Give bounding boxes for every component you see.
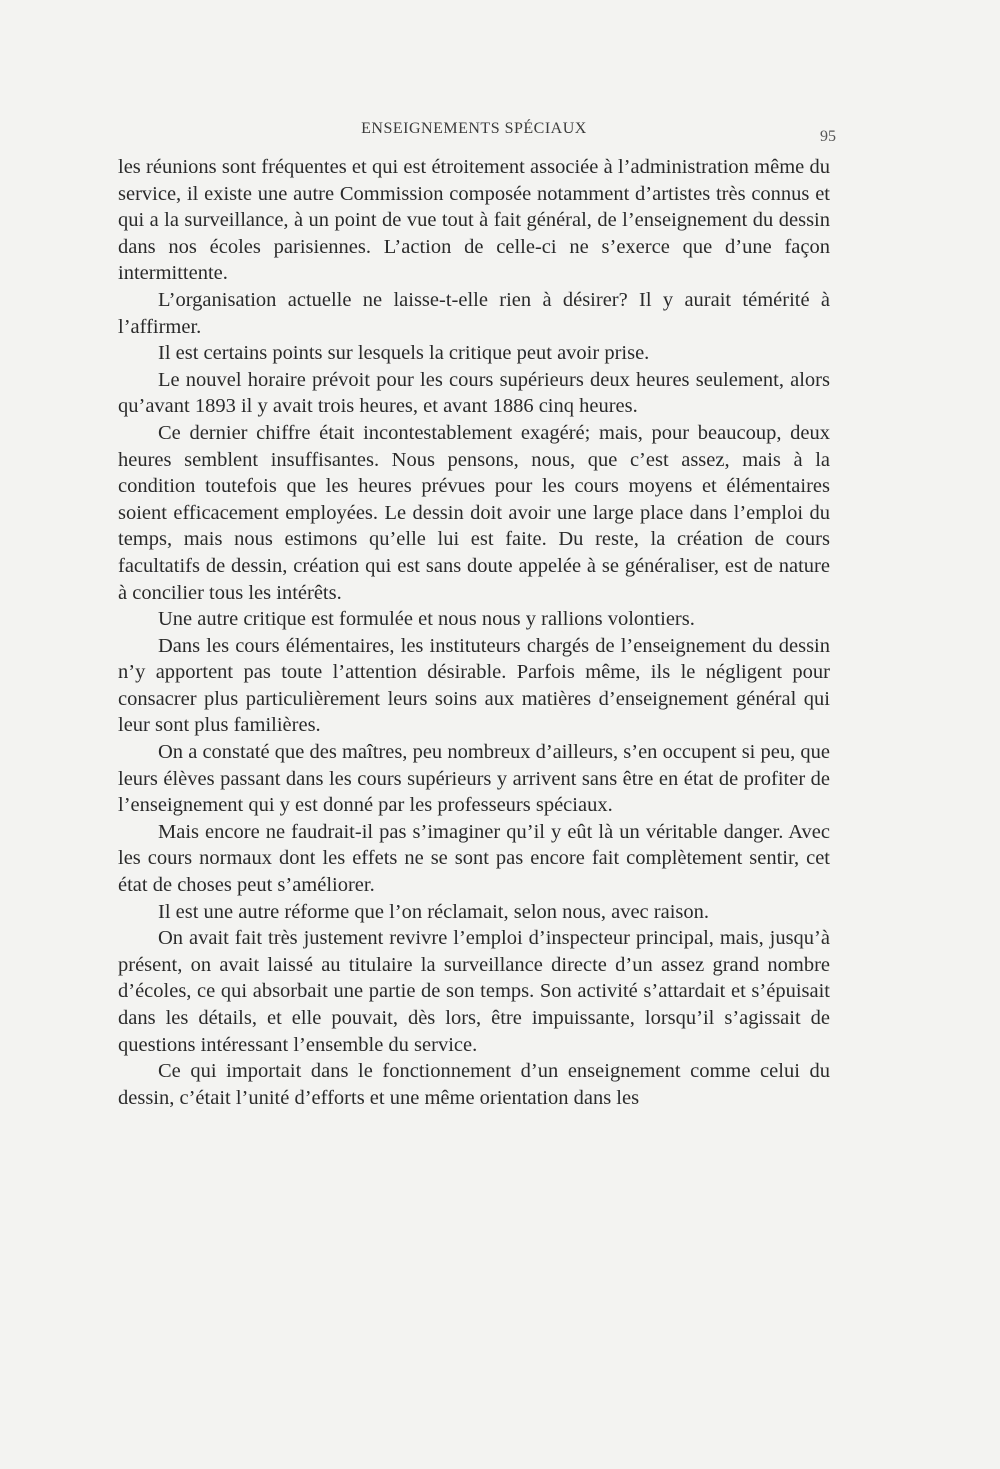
paragraph: On avait fait très justement revivre l’emploi d’inspecteur principal, mais, jusqu’à présent, on avait laissé au titulaire la surveillance directe d’un assez grand nombre d’écoles, ce qui absorbait une partie de son temps. Son activité s’attardait et s’épuisait dans les détails, et elle pouvait, dès lors, être impuissante, lorsqu’il s’agissait de questions intéressant l’ensemble du service. xyxy=(118,927,830,1056)
page-number: 95 xyxy=(820,128,836,145)
paragraph: Dans les cours élémentaires, les instituteurs chargés de l’enseignement du dessin n’y apportent pas toute l’attention désirable. Parfois même, ils le négligent pour consacrer plus particulièrement leurs soins aux matières d’enseignement général qui leur sont plus familières. xyxy=(118,634,830,737)
paragraph: Ce qui importait dans le fonctionnement d’un enseignement comme celui du dessin, c’était l’unité d’efforts et une même orientation dans les xyxy=(118,1060,830,1109)
paragraph: On a constaté que des maîtres, peu nombreux d’ailleurs, s’en occupent si peu, que leurs élèves passant dans les cours supérieurs y arrivent sans être en état de profiter de l’enseignement qui y est donné par les professeurs spéciaux. xyxy=(118,741,830,817)
paragraph: Mais encore ne faudrait-il pas s’imaginer qu’il y eût là un véritable danger. Avec les cours normaux dont les effets ne se sont pas encore fait complètement sentir, cet état de choses peut s’améliorer. xyxy=(118,820,830,897)
paragraph: Ce dernier chiffre était incontestablement exagéré; mais, pour beaucoup, deux heures semblent insuffisantes. Nous pensons, nous, que c’est assez, mais à la condition toutefois que les heures prévues pour les cours moyens et élémentaires soient efficacement employées. Le dessin doit avoir une large place dans l’emploi du temps, mais nous estimons qu’elle lui est faite. Du reste, la création de cours facultatifs de dessin, création qui est sans doute appelée à se généraliser, est de nature à concilier tous les intérêts. xyxy=(118,421,830,604)
paragraph: Il est certains points sur lesquels la critique peut avoir prise. xyxy=(158,342,650,365)
paragraph: L’organisation actuelle ne laisse-t-elle rien à désirer? Il y aurait témérité à l’affirmer. xyxy=(118,288,830,338)
paragraph: Le nouvel horaire prévoit pour les cours supérieurs deux heures seulement, alors qu’avant 1893 il y avait trois heures, et avant 1886 cinq heures. xyxy=(118,368,830,418)
paragraph: Une autre critique est formulée et nous nous y rallions volontiers. xyxy=(158,608,695,631)
running-title: ENSEIGNEMENTS SPÉCIAUX xyxy=(361,120,587,137)
paragraph: Il est une autre réforme que l’on réclamait, selon nous, avec raison. xyxy=(158,900,710,923)
body-text xyxy=(118,154,830,1111)
paragraph: les réunions sont fréquentes et qui est étroitement associée à l’administration même du service, il existe une autre Commission composée notamment d’artistes très connus et qui a la surveillance, à un point de vue tout à fait général, de l’enseignement du dessin dans nos écoles parisiennes. L’action de celle-ci ne s’exerce que d’une façon intermittente. xyxy=(118,156,830,285)
